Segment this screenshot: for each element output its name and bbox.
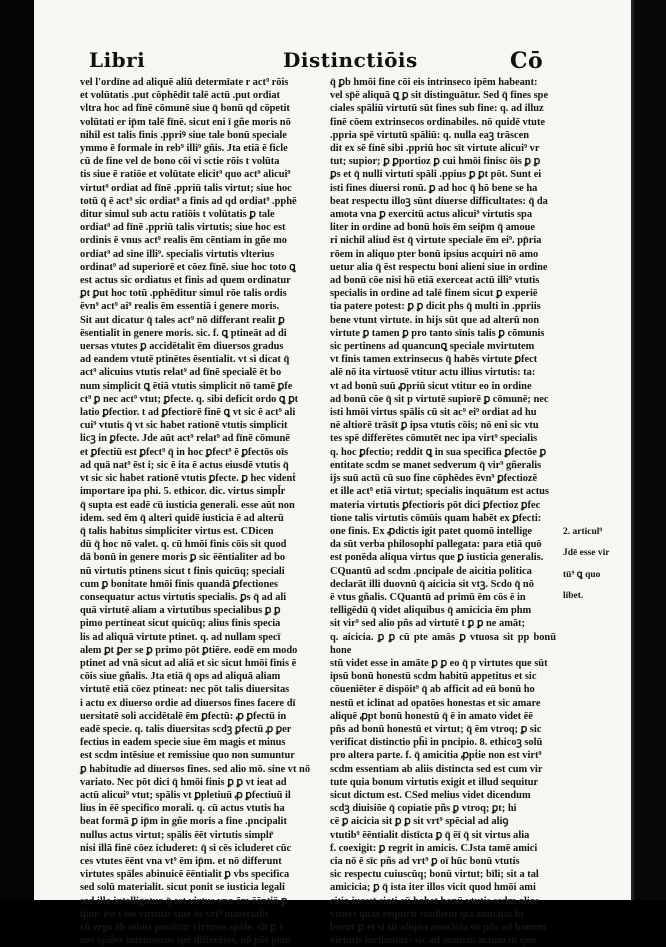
- marginal-note-line: tū⁹ ꝗ quo: [563, 569, 601, 580]
- right-column-line: virtutis inclinatur: sic ad omnem actum in quo: [330, 935, 537, 947]
- right-column-line: ri nichil aliud ēst q̄ virtute speciale ēm ei⁹. pp̄ria: [330, 235, 542, 247]
- right-text-column: [330, 76, 556, 947]
- left-column-line: virtutes spāles abinuicē ēēntialit ꝑ vbs specifica: [80, 869, 290, 881]
- left-column-line: act⁹ alicuius vtutis relat⁹ ad fīnē specialē ēt bo: [80, 367, 282, 379]
- left-text-column: [80, 76, 316, 947]
- right-column-line: .ppria spē virtutū spāliū: q. nulla eaꝫ trāscen: [330, 129, 530, 141]
- left-column-line: uersas vtutes ꝑ accidētalit ēm diuersos gradus: [80, 341, 284, 353]
- left-column-line: actū alicui⁹ vtut; spālis vt ꝑpletiuū ꝓ ꝑfectiuū il: [80, 789, 291, 801]
- left-column-line: nihil est talis finis .ppriꝰ siue tale bonū speciale: [80, 129, 287, 141]
- left-column-line: i actu ex diuerso ordie ad diuersos fines facere dī: [80, 697, 296, 709]
- left-column-line: sed illa intelligatur q̄ est virtus vna ēm ēēntiā ꝑ: [80, 895, 288, 907]
- left-column-line: tis siue ē ratiōe et volūtate elicit⁹ quo act⁹ alicui⁹: [80, 169, 291, 181]
- right-column-line: nestū et iclinat ad opatōes honestas et sic amare: [330, 697, 541, 709]
- left-column-line: vt sic sic habet rationē vtutis ꝑfecte. ꝑ hec videnṫ: [80, 473, 296, 485]
- left-column-line: ct⁹ ꝑ nec act⁹ vtut; ꝑfecte. q. sibi deficit ordo ꝗ ꝑt: [80, 393, 299, 405]
- left-column-line: idem. sed ēm q̄ alteri quidē iusticia ē ad alterū: [80, 512, 284, 524]
- right-column-line: sic pertinens ad quancunꝗ speciale mvirtutem: [330, 341, 535, 353]
- right-column-line: amota vna ꝑ exercitū actus alicui⁹ virtutis spa: [330, 209, 533, 221]
- right-column-line: scdm essentiam ab aliis distincta sed est cum vir: [330, 763, 543, 775]
- left-column-line: ad quā nat⁹ ēst i; sic ē ita ē actus eiusdē vtutis q̄: [80, 459, 289, 471]
- marginal-note-line: libet.: [563, 591, 584, 601]
- right-column-line: entitate scdm se manet sedverum q̄ vir⁹ gñeralis: [330, 459, 542, 471]
- left-column-line: latio ꝑfectior. t ad ꝑfectiorē finē ꝗ vt sic ē act⁹ ali: [80, 407, 296, 419]
- right-column-line: q̄ ꝑb hmōi fine cōi eis intrinseco ipēm habeant:: [330, 77, 538, 88]
- left-column-line: quā virtutē aliam a virtutibus specialibus ꝑ ꝑ: [80, 605, 281, 617]
- right-column-line: liter in ordine ad bonū hoīs ēm seip̄m q̄ amoue: [330, 222, 536, 234]
- left-column-line: ēvn⁹ act⁹ ai⁹ realis ēm essentiā i genere moris.: [80, 301, 280, 313]
- right-column-line: cia nō ē sīc pñs ad vrt⁹ ꝑ oī hūc bonū vtutis: [330, 855, 520, 867]
- right-column-line: materia virtutis ꝑfectioris pōt dici ꝑfectioz ꝑfec: [330, 499, 541, 511]
- left-column-line: ordinat⁹ ad superiorē et cōez fīnē. siue hoc toto ꝗ: [80, 261, 296, 273]
- right-column-line: ijs suū actū cū suo fine cōphēdes ēvn⁹ ꝑfectiozē: [330, 473, 538, 485]
- left-column-line: Sit aut dicatur q̄ tales act⁹ nō differant realit ꝑ: [80, 314, 285, 326]
- right-column-line: q. aicicia. ꝑ ꝑ cū pte amās ꝑ vtuosa sit pp bonū hone: [330, 631, 556, 656]
- left-column-line: q̄ supta est eadē cū iusticia generali. esse aūt non: [80, 499, 295, 511]
- right-column-line: dit ex sē finē sibi .ppriū hoc sīt virtute alicui⁹ vr: [330, 143, 540, 155]
- left-column-line: ptinet ad vnā sicut ad aliā et sic sicut hmōi finis ē: [80, 657, 297, 669]
- left-column-line: pimo pertineat sicut quicūq; alius finis specia: [80, 618, 281, 630]
- right-column-line: berur ꝑ et si sit aliqua amicicia sīt pñs ad bonum: [330, 922, 546, 933]
- left-column-line: cum ꝑ bonitate hmōi finis quandā ꝑfectiones: [80, 578, 278, 590]
- left-column-line: q̄ talis habitus simpliciter virtus est. CDicen: [80, 525, 274, 537]
- left-column-line: vel l'ordīne ad aliquē aliū determīate r act⁹ rōis: [80, 77, 289, 88]
- left-column-line: ordiat⁹ ad fīnē .ppriū talis virtutis; siue hoc est: [80, 222, 286, 234]
- header-left-word: Libri: [89, 48, 146, 72]
- right-column-line: f. coexigit: ꝑ regrit in amicis. CJsta tamē amici: [330, 842, 538, 854]
- left-column-line: ditur simul sub actu ratiōis t volūtatis ꝑ tale: [80, 209, 275, 221]
- right-column-line: da sūt verba philosophi pallegata: para etiā quō: [330, 539, 542, 551]
- left-column-line: sed solū materialit. sicut ponit se iusticia legali: [80, 882, 285, 894]
- left-column-line: est actus sic ordiatus et finis ad quem ordinatur: [80, 275, 291, 287]
- right-column-line: cōueniēter ē dispōit⁹ q̄ ab afficit ad eū bonū ho: [330, 684, 535, 696]
- left-column-line: variato. Nec pōt dici q̄ hmōi finis ꝑ ꝑ vt ieat ad: [80, 776, 287, 788]
- right-column-line: nē altiorē trāsīt ꝑ ipsa vtutis cōis; nō eni sic vtu: [330, 420, 539, 432]
- left-column-line: ꝑt ꝑut hoc totū .pphēditur simul rōe talis ordis: [80, 288, 287, 300]
- right-column-line: vel sp̄ē aliquā ꝗ ꝑ sit distinguātur. Sed q̄ fines spe: [330, 90, 549, 102]
- left-column-line: dā bonū in genere moris ꝑ sic ēēntialiter ad bo: [80, 552, 286, 564]
- right-column-line: tione talis virtutis cōmūis quam habēt ex ꝑfecti:: [330, 512, 542, 524]
- left-column-line: cōis siue gñalis. Jta etiā q̄ ops ad aliquā aliam: [80, 671, 281, 683]
- left-column-line: fectius in eadem specie siue ēm magis et minus: [80, 737, 286, 749]
- right-column-line: ꝑs et q̄ nulli virtuti spāli .ppius ꝑ ꝑt pōt. Sunt ei: [330, 169, 542, 181]
- left-column-line: virtutē etiā cōez ptineat: nec pōt talis diuersitas: [80, 684, 290, 696]
- left-column-line: ordinis ē vnus act⁹ realis ēm cēntiam in gñe mo: [80, 235, 287, 247]
- left-column-line: volūtati er ip̄m talē fīnē. sicut eni ī gñe moris nō: [80, 116, 291, 128]
- left-column-line: nes spāles intrinsecos spē differētes, nō pōt poni: [80, 935, 291, 947]
- right-column-line: sit vir⁹ sed alio pñs ad virtutē t ꝑ ꝑ ne amāt;: [330, 618, 525, 630]
- right-column-line: vtutes quas requirit similiem ipa amicitia hi: [330, 908, 524, 920]
- right-column-line: sic respectu cuiuscūq; bonū virtut; bīli; sit a tal: [330, 869, 539, 881]
- right-column-line: citia iuesst siati cū habet bonū vtutis scdm alias: [330, 895, 539, 907]
- right-column-line: declarāt illi duovnū q̄ aicicia sit vtꝫ. Scdo q̄ nō: [330, 578, 534, 590]
- left-column-line: virtut⁹ ordiat ad fīnē .ppriū talis virtut; siue hoc: [80, 182, 292, 194]
- left-column-line: uersitatē soli accidētalē ēm ꝑfectū: ꝓ ꝑfectū in: [80, 710, 287, 722]
- right-dark-border: [634, 0, 666, 900]
- left-column-line: et volūtatis .put cōphēdit talē actū .put ordiat: [80, 90, 281, 102]
- left-column-line: alem ꝑt ꝑer se ꝑ primo pōt ꝑtiēre. eodē em modo: [80, 644, 298, 656]
- right-column-line: est ponēda aliqua virtus que ꝑ iusticia generalis.: [330, 552, 544, 564]
- left-column-line: ad eandem vtutē ptinētes ēsentialit. vt si dicat q̄: [80, 354, 290, 366]
- right-column-line: specialis in ordine ad talē finem sicut ꝑ experiē: [330, 288, 538, 300]
- left-column-line: consequatur actus virtutis specialis. ꝑs q̄ ad ali: [80, 591, 287, 603]
- right-column-line: one finis. Ex ꝓdictis igit patet quomō intellige: [330, 525, 533, 537]
- left-column-line: nisi illā finē cōez icluderet: q̄ si cēs icluderet cūc: [80, 842, 292, 854]
- right-column-line: tut; supior; ꝑ ꝑportioz ꝑ cui hmōi finisc ōis ꝑ ꝑ: [330, 156, 541, 168]
- right-column-line: vt ad bonū suū ꝓpriū sicut vtitur eo in ordine: [330, 380, 532, 392]
- left-column-line: importare ipa phi. 5. ethicor. dic. virtus simpl̄r: [80, 486, 286, 498]
- left-column-line: vltra hoc ad fīnē cōmunē siue q̄ bonū qd cōpetit: [80, 103, 290, 115]
- right-column-line: finē cōem extrinsecos ordinabiles. nō quidē vtute: [330, 116, 546, 128]
- left-column-line: cū ergo ēb oibus ponātur virtutes spāle. sīt ꝑ ē: [80, 922, 284, 933]
- right-column-line: uetur alia q̄ ēst respectu boni alieni siue in ordine: [330, 261, 548, 273]
- left-column-line: num simplicit ꝗ ētiā vtutis simplicit nō tamē ꝑfe: [80, 380, 293, 392]
- right-column-line: cē ꝑ aicicia sit ꝑ ꝑ sit vrt⁹ spēcial ad aliꝯ: [330, 816, 509, 828]
- left-column-line: ip̄m: ēst t ōis virtutis siue ōs vrt⁹ materialit: [80, 908, 269, 920]
- left-column-line: ces vtutes ēēnt vna vt⁹ ēm ip̄m. et nō differunt: [80, 855, 282, 867]
- left-column-line: licꝫ in ꝑfecte. Jde aūt act⁹ relat⁹ ad fīnē cōmunē: [80, 433, 290, 445]
- right-column-line: sicut dictum est. CSed melius videt dicendum: [330, 789, 531, 801]
- right-column-line: tute quia bonum virtutis exigit et illud sequitur: [330, 776, 539, 788]
- left-column-line: dū q̄ hoc nō valet. q. cū hmōi finis cōis sit quod: [80, 539, 287, 551]
- left-column-line: lius in ēē specifico morali. q. cū actus vtutis ha: [80, 803, 285, 815]
- left-column-line: totū q̄ ē act⁹ sic ordiat⁹ a finis ad qd ordiat⁹ .pphē: [80, 195, 297, 207]
- right-column-line: stū videt esse in amāte ꝑ ꝑ eo q̄ p virtutes que sūt: [330, 657, 548, 669]
- right-column-line: vtutib⁹ ēēntialit distīcta ꝑ q̄ ēī q̄ sit virtus alia: [330, 829, 530, 841]
- left-column-line: ymmo ē formale in reb⁹ illi⁹ gñis. Jta etiā ē ficle: [80, 143, 288, 155]
- right-column-line: tes spē differētes cōmutēt nec ipa virt⁹ specialis: [330, 433, 538, 445]
- right-column-line: ciales spāliū virtutū sūt fines sub fine: q. ad illuz: [330, 103, 544, 115]
- right-column-line: vt finis tamen extrinsecus q̄ habēs virtute ꝑfect: [330, 354, 538, 366]
- header-center-word: Distinctiōis: [283, 48, 418, 72]
- left-column-line: ordiat⁹ ad sine illi⁹. specialis virtutis vlterius: [80, 248, 275, 260]
- left-column-line: beat formā ꝑ ip̄m in gñe moris a fine .pncipalit: [80, 816, 287, 828]
- right-column-line: rōem in aliquo pter bonū ipsius acquiri nō amo: [330, 248, 539, 260]
- right-column-line: pñs ad bonū honestū et virtut; q̄ ēm vtroq; ꝑ sic: [330, 723, 542, 735]
- left-column-line: cui⁹ vtutis q̄ vt sic habet rationē vtutis simplicit: [80, 420, 288, 432]
- left-column-line: et ꝑfectiū est ꝑfect⁹ q̄ in hoc ꝑfect⁹ ē ꝑfectōs oīs: [80, 446, 289, 458]
- marginal-note-line: Jdē esse vir: [563, 548, 610, 558]
- left-column-line: lis ad aliquā virtute ptinet. q. ad nullam specī: [80, 631, 281, 643]
- right-column-line: alē nō ita virtuosē vtitur actu illius virtutis: ta:: [330, 367, 536, 379]
- right-column-line: ipsū bonū honestū scdm habitū appetitus et sic: [330, 671, 537, 683]
- right-column-line: verificat distinctio ph̄i in pncipio. 8. ethicoꝫ solū: [330, 737, 543, 749]
- right-column-line: bene vtunt virtute. in hijs sūt que ad alterū non: [330, 314, 539, 326]
- right-column-line: isti fines diuersi ronū. ꝑ ad hoc q̄ hō bene se ha: [330, 182, 538, 194]
- right-column-line: virtute ꝑ tamen ꝑ pro tanto sīnis talis ꝑ cōmunis: [330, 327, 545, 339]
- right-column-line: ē vtus gñalis. CQuantū ad primū ēm cōs ē in: [330, 591, 526, 603]
- right-column-line: et ille act⁹ etiā virtut; specialis inquātum est actus: [330, 486, 549, 498]
- right-column-line: ad bonū cōe q̄ sit p virtutē supiorē ꝑ cōmunē; nec: [330, 393, 549, 405]
- right-column-line: scdꝫ diuisiōe q̄ copiatie pñs ꝑ vtroq; ꝑt; hi: [330, 803, 517, 815]
- left-dark-border: [0, 0, 34, 900]
- left-column-line: ꝑ habitudīe ad diuersos fines. sed alio mō. sine vt nō: [80, 763, 311, 775]
- left-column-line: est scdm intēsiue et remissiue quo non sumuntur: [80, 750, 295, 762]
- right-column-line: amicicia; ꝑ q̄ ista iter illos vicit quod hmōi ami: [330, 882, 536, 894]
- left-column-line: eadē specie. q. talis diuersitas scdꝫ ꝑfectū ꝓ ꝑer: [80, 723, 292, 735]
- right-column-line: pro altera parte. f. q̄ amicitia ꝓpṫie non est virt⁹: [330, 750, 542, 762]
- left-column-line: ēsentialit in genere moris. sic. f. ꝗ ptineāt ad di: [80, 327, 287, 339]
- right-column-line: ad bonū cōe nisi hō etiā exerceat actū illi⁹ vtutis: [330, 275, 540, 287]
- right-column-line: tia patere potest: ꝑ ꝑ dicit phs q̄ multi in .ppriis: [330, 301, 541, 313]
- right-column-line: telligēdū q̄ videt aliquibus q̄ amicicia ēm phm: [330, 605, 532, 617]
- right-column-line: beat respectu illoꝫ sūnt diuerse difficultates: q̄ da: [330, 195, 548, 207]
- right-column-line: CQuantū ad scdm .pncipale de aicitia politica: [330, 565, 532, 577]
- left-column-line: cū de fine vel de bono cōi vi sctie rōis t volūta: [80, 156, 280, 168]
- left-column-line: nullus actus virtut; spālis ēēt virtutis simplr̄: [80, 829, 274, 841]
- running-header: [89, 48, 569, 78]
- right-column-line: aliquē ꝓpt bonū honestū q̄ ē in amato videt ēē: [330, 710, 533, 722]
- marginal-note: [563, 516, 625, 612]
- marginal-note-line: 2. articul⁹: [563, 526, 603, 537]
- right-column-line: q. hoc ꝑfectio; reddit ꝗ in sua specifica ꝑfectōe ꝑ: [330, 446, 547, 458]
- right-column-line: isti hmōi virtus spālis cū sit ac⁹ ei⁹ ordiat ad hu: [330, 407, 537, 419]
- header-right-word: Cō: [510, 48, 544, 74]
- left-column-line: nū virtutis ptinens sicut t finis quicūq; speciali: [80, 565, 285, 577]
